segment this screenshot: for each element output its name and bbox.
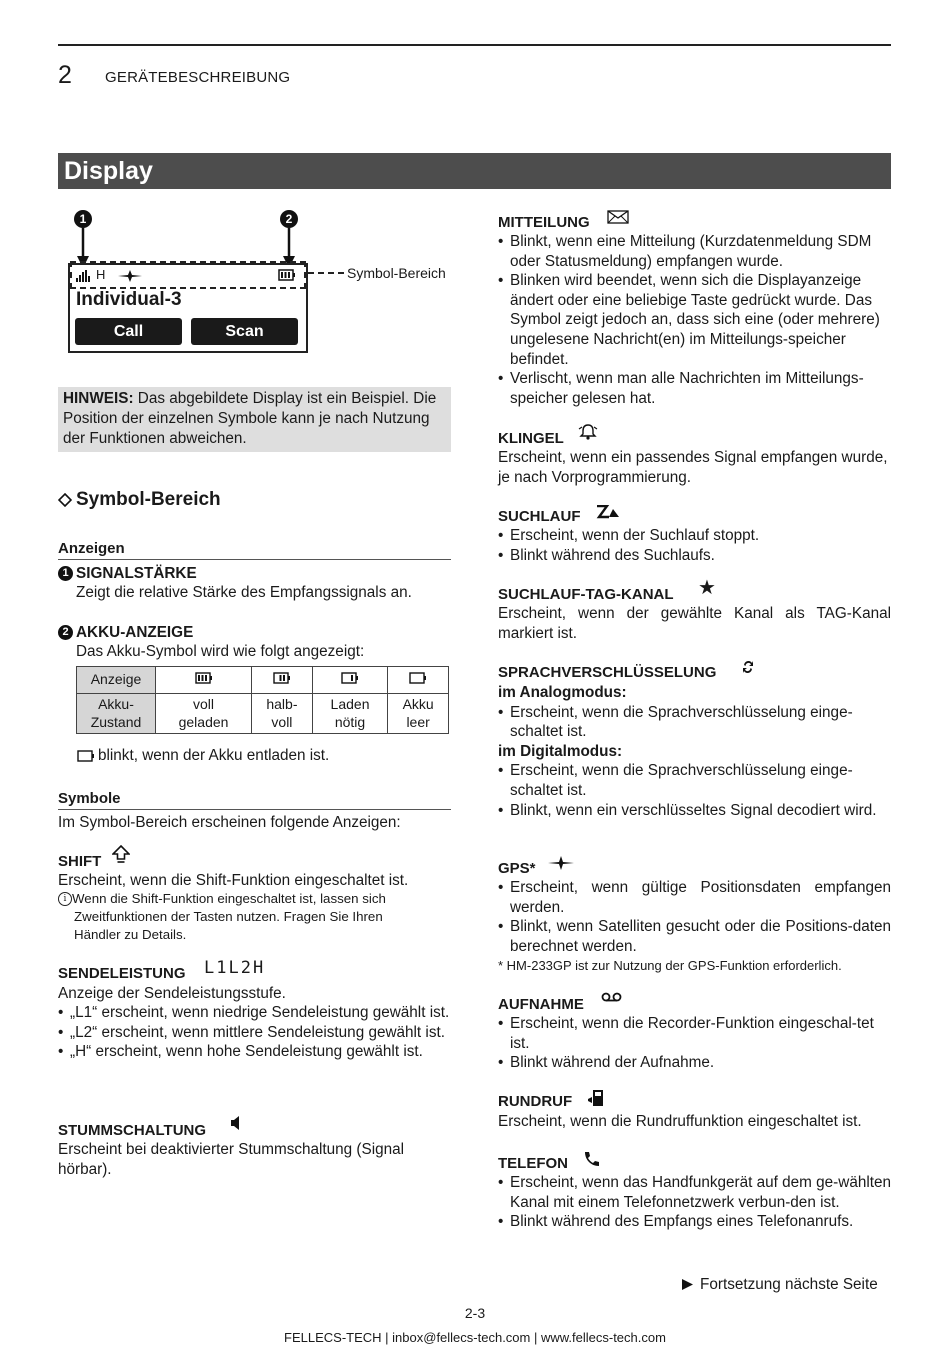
chapter-title: GERÄTEBESCHREIBUNG [105,69,291,86]
battery-table [76,666,449,734]
list-item: • Erscheint, wenn gültige Positionsdaten empfangen werden. [498,878,891,917]
symbol-area-outline [70,261,306,289]
continue-link[interactable]: Fortsetzung nächste Seite [700,1276,878,1293]
list-item: • Blinkt während der Aufnahme. [498,1053,890,1073]
state-half: halb- voll [252,694,313,734]
scan-icon [596,505,620,519]
mute-title: STUMMSCHALTUNG [58,1122,207,1139]
shift-text: Erscheint, wenn die Shift-Funktion eingeschaltet ist. [58,872,409,889]
state-full: voll geladen [156,694,252,734]
list-item: • Blinkt, wenn Satelliten gesucht oder die Positions-daten berechnet werden. [498,917,891,956]
list-item: • Blinkt, wenn eine Mitteilung (Kurzdatenmeldung SDM oder Statusmeldung) empfangen wurde. [498,232,890,271]
scan-list [498,526,890,565]
gps-icon [548,855,574,871]
table-header-zustand: Akku- Zustand [77,694,156,734]
item2-number: 2 [58,625,73,640]
phone-icon [582,1151,600,1167]
note-label: HINWEIS: [63,390,134,407]
broadcast-title: RUNDRUF [498,1093,573,1110]
list-item: • Erscheint, wenn der Suchlauf stoppt. [498,526,890,546]
table-header-anzeige: Anzeige [77,667,156,694]
symbole-intro: Im Symbol-Bereich erscheinen folgende Anzeigen: [58,814,401,831]
record-list [498,1014,890,1073]
list-item: • Verlischt, wenn man alle Nachrichten im Mitteilungs-speicher gelesen hat. [498,369,890,408]
shift-info: Wenn die Shift-Funktion eingeschaltet ist, lassen sich Zweitfunktionen der Tasten nutzen. Fragen Sie Ihren Händler zu Details. [72,891,386,943]
battery-low-icon [312,667,387,694]
list-item: • „L1“ erscheint, wenn niedrige Sendeleistung gewählt ist. [58,1003,453,1023]
scan-softkey: Scan [191,318,298,345]
message-list [498,232,890,408]
bell-title: KLINGEL [498,430,564,447]
power-level-indicator: H [96,267,106,282]
section-banner [58,153,891,189]
anzeigen-heading: Anzeigen [58,539,451,560]
speaker-icon [230,1116,242,1130]
list-item: • „L2“ erscheint, wenn mittlere Sendeleistung gewählt ist. [58,1023,453,1043]
battery-empty-icon [77,750,95,762]
blink-note: blinkt, wenn der Akku entladen ist. [98,747,330,764]
message-title: MITTEILUNG [498,214,590,231]
gps-list [498,878,891,956]
lcd-display [68,263,308,353]
phone-title: TELEFON [498,1155,568,1172]
power-title: SENDELEISTUNG [58,965,186,982]
list-item: • Blinken wird beendet, wenn sich die Displayanzeige ändert oder eine beliebige Taste gedrückt wurde. Das Symbol zeigt jedoch an, dass sich eine (oder mehrere) ungelesene Nachricht(en) im Mitteilungs-speicher befindet. [498,271,890,369]
battery-empty-icon [388,667,449,694]
battery-full-icon [156,667,252,694]
shift-icon [112,845,130,863]
list-item: • „H“ erscheint, wenn hohe Sendeleistung gewählt ist. [58,1042,453,1062]
signal-icon [76,270,92,282]
record-title: AUFNAHME [498,996,584,1013]
bell-icon [578,423,598,441]
note-body: Das abgebildete Display ist ein Beispiel. Die Position der einzelnen Symbole kann je nach Nutzung der Funktionen abweichen. [63,390,437,447]
phone-list [498,1173,891,1232]
list-item: • Blinkt während des Suchlaufs. [498,546,890,566]
bell-text: Erscheint, wenn ein passendes Signal empfangen wurde, je nach Vorprogrammierung. [498,449,888,486]
gps-footnote: * HM-233GP ist zur Nutzung der GPS-Funktion erforderlich. [498,958,842,973]
list-item: • Blinkt, wenn ein verschlüsseltes Signal decodiert wird. [498,801,891,821]
analog-mode-heading: im Analogmodus: [498,684,627,701]
list-item: • Erscheint, wenn die Sprachverschlüsselung einge-schaltet ist. [498,761,891,800]
note-text [63,389,447,448]
tag-channel-title: SUCHLAUF-TAG-KANAL [498,586,674,603]
battery-half-icon [252,667,313,694]
shift-title: SHIFT [58,853,102,870]
scan-title: SUCHLAUF [498,508,581,525]
channel-name: Individual-3 [76,289,182,310]
gps-icon [118,269,142,283]
mute-text: Erscheint bei deaktivierter Stummschaltung (Signal hörbar). [58,1141,405,1178]
record-icon [601,992,623,1004]
state-empty: Akku leer [388,694,449,734]
power-list [58,1003,453,1062]
star-icon: ★ [698,575,716,599]
signal-strength-text: Zeigt die relative Stärke des Empfangssignals an. [76,584,412,601]
arrow-right-icon [681,1278,694,1291]
diamond-icon [58,493,72,507]
note-box [58,387,451,452]
state-low: Laden nötig [312,694,387,734]
callout-2: 2 [280,210,298,228]
power-level-glyphs: L1L2H [204,958,266,978]
info-icon: i [58,892,72,906]
list-item: • Blinkt während des Empfangs eines Telefonanrufs. [498,1212,891,1232]
header-rule [58,44,891,46]
list-item: • Erscheint, wenn die Recorder-Funktion eingeschal-tet ist. [498,1014,890,1053]
page-number: 2-3 [464,1305,486,1321]
encryption-body [498,683,891,820]
subsection-title: Symbol-Bereich [76,489,221,510]
battery-icon [278,269,296,281]
section-title: Display [64,157,153,185]
power-text: Anzeige der Sendeleistungsstufe. [58,985,286,1002]
symbole-heading: Symbole [58,789,451,810]
signal-strength-title: SIGNALSTÄRKE [76,565,197,582]
digital-mode-heading: im Digitalmodus: [498,742,623,760]
list-item: • Erscheint, wenn das Handfunkgerät auf dem ge-wählten Kanal mit einem Telefonnetzwerk verbun-den ist. [498,1173,891,1212]
list-item: • Erscheint, wenn die Sprachverschlüsselung einge-schaltet ist. [498,703,891,742]
tag-channel-text: Erscheint, wenn der gewählte Kanal als TAG-Kanal markiert ist. [498,605,891,642]
broadcast-icon [588,1089,604,1107]
call-softkey: Call [75,318,182,345]
battery-indicator-title: AKKU-ANZEIGE [76,624,194,641]
symbol-area-label: Symbol-Bereich [347,265,446,281]
broadcast-text: Erscheint, wenn die Rundruffunktion eingeschaltet ist. [498,1113,862,1130]
symbol-area-leader [308,272,344,274]
chapter-number: 2 [58,61,72,89]
callout-1: 1 [74,210,92,228]
gps-title: GPS* [498,860,536,877]
envelope-icon [607,210,629,224]
battery-indicator-text: Das Akku-Symbol wird wie folgt angezeigt: [76,643,365,660]
footer-contact: FELLECS-TECH | inbox@fellecs-tech.com | www.fellecs-tech.com [284,1330,666,1345]
encryption-icon [741,658,755,676]
encryption-title: SPRACHVERSCHLÜSSELUNG [498,664,717,681]
item1-number: 1 [58,566,73,581]
